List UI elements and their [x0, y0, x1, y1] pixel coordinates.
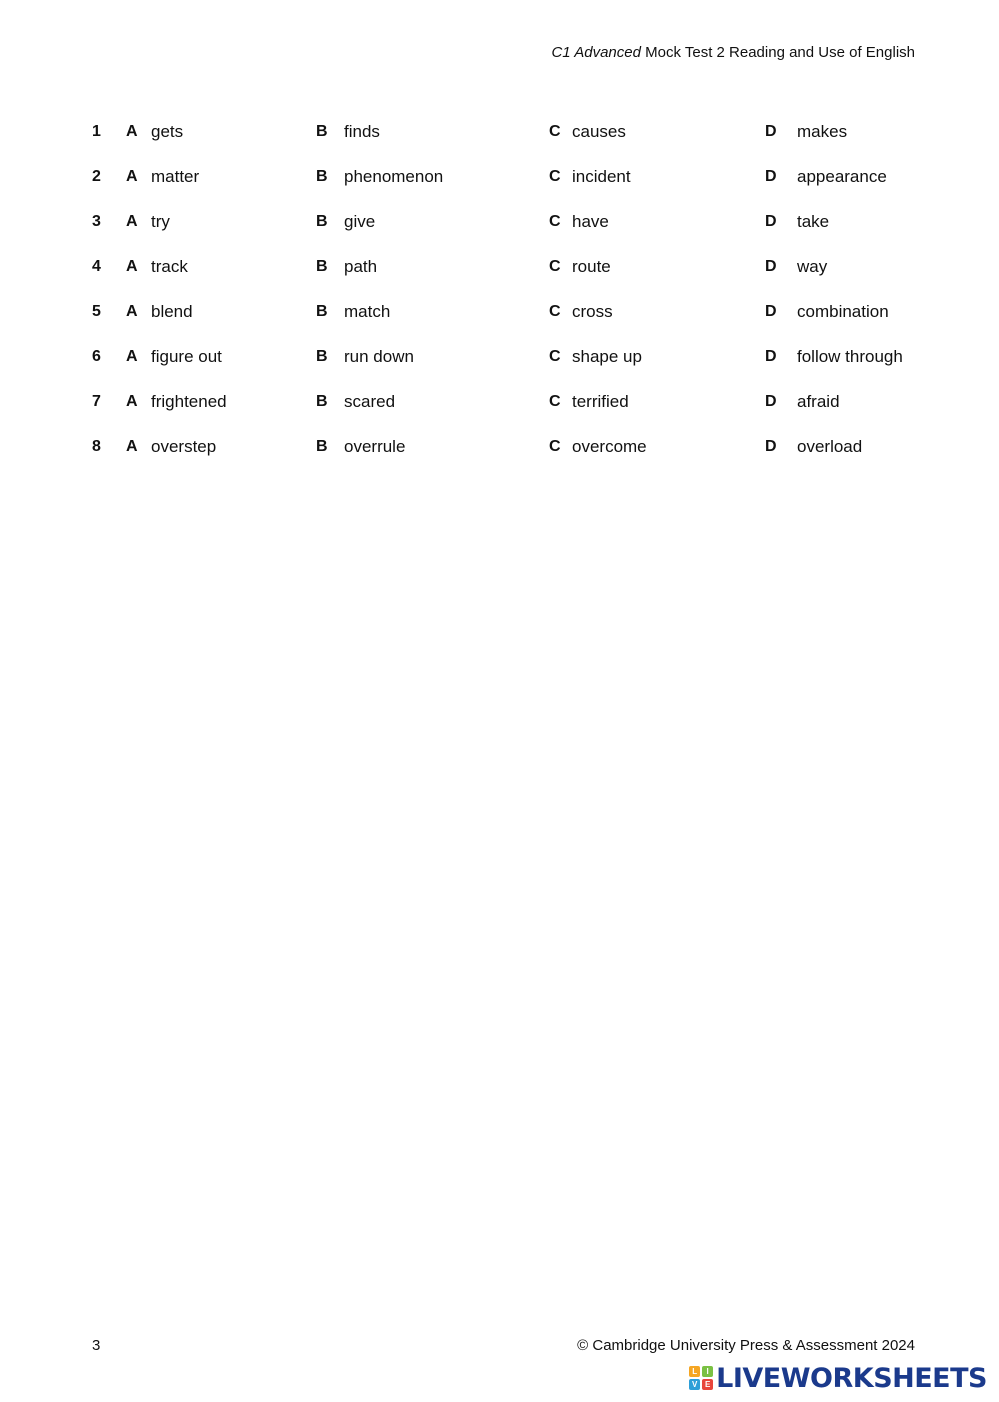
option-b[interactable]: path — [344, 257, 378, 276]
option-letter-a: A — [126, 438, 138, 455]
option-a[interactable]: figure out — [151, 347, 222, 366]
option-letter-c: C — [549, 168, 561, 185]
question-row — [0, 343, 999, 371]
option-d[interactable]: appearance — [797, 167, 887, 186]
option-letter-b: B — [316, 303, 328, 320]
question-number: 7 — [92, 393, 101, 410]
option-letter-a: A — [126, 168, 138, 185]
logo-tile: E — [702, 1379, 713, 1390]
option-letter-c: C — [549, 123, 561, 140]
option-letter-d: D — [765, 168, 777, 185]
logo-tile: L — [689, 1366, 700, 1377]
option-letter-b: B — [316, 258, 328, 275]
question-row — [0, 298, 999, 326]
option-c[interactable]: have — [572, 212, 609, 231]
option-letter-a: A — [126, 258, 138, 275]
question-row — [0, 163, 999, 191]
option-letter-b: B — [316, 123, 328, 140]
option-b[interactable]: match — [344, 302, 391, 321]
option-d[interactable]: makes — [797, 122, 848, 141]
question-number: 5 — [92, 303, 101, 320]
option-letter-d: D — [765, 213, 777, 230]
option-letter-b: B — [316, 438, 328, 455]
option-a[interactable]: try — [151, 212, 170, 231]
question-number: 8 — [92, 438, 101, 455]
option-d[interactable]: overload — [797, 437, 863, 456]
question-row — [0, 388, 999, 416]
page-number: 3 — [92, 1337, 101, 1354]
option-b[interactable]: give — [344, 212, 376, 231]
option-letter-a: A — [126, 348, 138, 365]
option-letter-c: C — [549, 258, 561, 275]
option-letter-a: A — [126, 393, 138, 410]
option-a[interactable]: gets — [151, 122, 184, 141]
option-a[interactable]: track — [151, 257, 188, 276]
question-row — [0, 253, 999, 281]
question-row — [0, 208, 999, 236]
logo-tiles-icon — [689, 1366, 713, 1390]
header-title-rest: Mock Test 2 Reading and Use of English — [640, 44, 915, 61]
liveworksheets-logo — [689, 1361, 987, 1395]
option-b[interactable]: overrule — [344, 437, 406, 456]
option-d[interactable]: afraid — [797, 392, 840, 411]
option-a[interactable]: blend — [151, 302, 193, 321]
option-letter-b: B — [316, 393, 328, 410]
option-b[interactable]: finds — [344, 122, 380, 141]
option-letter-c: C — [549, 393, 561, 410]
logo-tile: I — [702, 1366, 713, 1377]
option-c[interactable]: route — [572, 257, 611, 276]
option-letter-d: D — [765, 303, 777, 320]
option-d[interactable]: follow through — [797, 347, 903, 366]
option-letter-d: D — [765, 123, 777, 140]
copyright-notice: © Cambridge University Press & Assessment 2024 — [577, 1337, 915, 1354]
option-letter-b: B — [316, 168, 328, 185]
question-number: 2 — [92, 168, 101, 185]
option-letter-c: C — [549, 213, 561, 230]
option-a[interactable]: frightened — [151, 392, 227, 411]
option-letter-d: D — [765, 348, 777, 365]
option-letter-a: A — [126, 303, 138, 320]
option-letter-b: B — [316, 348, 328, 365]
question-number: 1 — [92, 123, 101, 140]
page-header — [551, 44, 915, 61]
logo-tile: V — [689, 1379, 700, 1390]
question-row — [0, 433, 999, 461]
option-letter-a: A — [126, 213, 138, 230]
option-letter-d: D — [765, 393, 777, 410]
option-b[interactable]: scared — [344, 392, 396, 411]
option-letter-c: C — [549, 348, 561, 365]
question-number: 4 — [92, 258, 101, 275]
question-row — [0, 118, 999, 146]
option-a[interactable]: overstep — [151, 437, 217, 456]
option-d[interactable]: take — [797, 212, 830, 231]
option-b[interactable]: phenomenon — [344, 167, 444, 186]
option-letter-a: A — [126, 123, 138, 140]
option-c[interactable]: shape up — [572, 347, 642, 366]
option-a[interactable]: matter — [151, 167, 200, 186]
option-letter-c: C — [549, 438, 561, 455]
option-c[interactable]: overcome — [572, 437, 647, 456]
option-b[interactable]: run down — [344, 347, 414, 366]
option-c[interactable]: cross — [572, 302, 613, 321]
option-c[interactable]: incident — [572, 167, 631, 186]
option-letter-d: D — [765, 438, 777, 455]
option-d[interactable]: way — [797, 257, 828, 276]
logo-text: LIVEWORKSHEETS — [716, 1362, 987, 1394]
option-letter-c: C — [549, 303, 561, 320]
option-d[interactable]: combination — [797, 302, 889, 321]
header-title-italic: C1 Advanced — [551, 44, 641, 61]
option-c[interactable]: terrified — [572, 392, 629, 411]
option-letter-b: B — [316, 213, 328, 230]
question-number: 3 — [92, 213, 101, 230]
question-number: 6 — [92, 348, 101, 365]
option-letter-d: D — [765, 258, 777, 275]
option-c[interactable]: causes — [572, 122, 626, 141]
